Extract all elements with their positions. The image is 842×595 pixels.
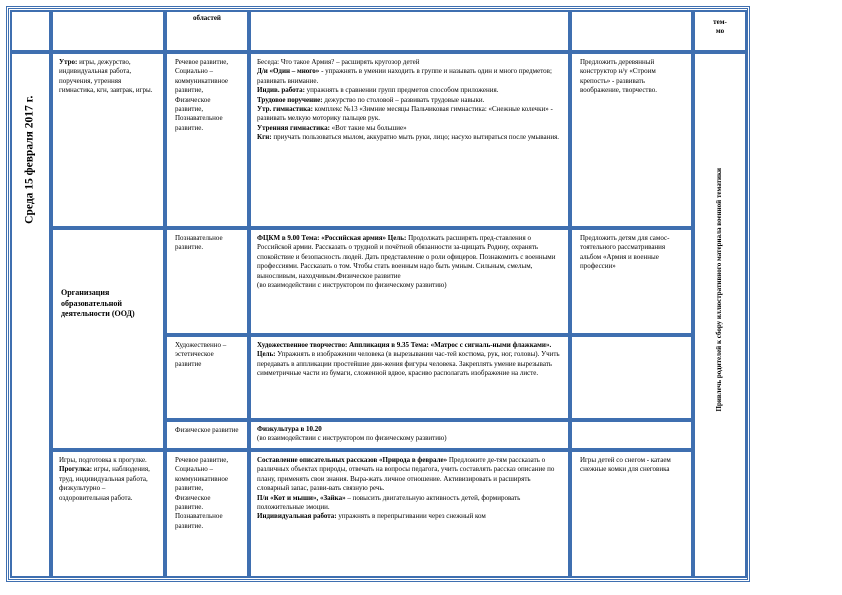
date-cell (10, 52, 51, 578)
header-cell-areas (165, 10, 249, 52)
row3-regime-text-2: игры, наблюдения, труд, индивидуальная работа, физкультурно – оздоровительная работа. (59, 465, 150, 502)
parents-cell (693, 52, 747, 578)
row2-sub1-activity-1: ФЦКМ в 9.00 Тема: «Российская армия» Цель: Продолжать расширять пред-ставления о Российской армии. Рассказать о трудной и почётной обязанности за-щищать Родину, охранять спокойствие и безопасность людей. Дать представление о роли офицеров. Познакомить с военными профессиями. Рассказать о том. Чтобы стать военным надо быть умным. Сильным, смелым, выносливым, находчивым.Физическое развитие (257, 234, 556, 280)
row2-sub2-activity-1: Художественное творчество: Аппликация в 9.35 Тема: «Матрос с сигналь-ными флажками». Цель: Упражнять в изображении человека (в вырезывании час-тей костюма, рук, ног, головы). Учить передавать в аппликации простейшие дви-жения фигуры человека. Закреплять умение вырезывать симметричные части из бумаги, сложенной вдвое, красиво располагать изображение на листе. (257, 341, 560, 378)
row2-sub3-activity-2: (во взаимодействии с инструктором по физическому развитию) (257, 434, 447, 443)
row3-areas-text: Речевое развитие, Социально – коммуникативное развитие, Физическое развитие. Познавательное развитие. (175, 456, 229, 530)
row2-sub1-environment-cell (570, 228, 693, 335)
row2-sub2-activities-cell (249, 335, 570, 420)
row1-areas-text: Речевое развитие, Социально – коммуникативное развитие, Физическое развитие, Познавательное развитие. (175, 58, 229, 132)
row1-activity-6: Утренняя гимнастика: «Вот такие мы большие» (257, 123, 407, 132)
header-cell-date (10, 10, 51, 52)
row1-activity-2: Д/и «Один – много» - упражнять в умении находить в группе и называть один и много предметов; развивать внимание. (257, 67, 552, 85)
row3-activity-1: Составление описательных рассказов «Природа в феврале» Предложите де-тям рассказать о различных объектах природы, отвечать на вопросы педагога, учить составлять рассказ описание по плану, применять свои знания. Выра-жать личное отношение. Активизировать и расширять словарный запас, разви-вать связную речь. (257, 456, 555, 493)
row1-activity-7: Кгн: приучать пользоваться мылом, аккуратно мыть руки, лицо; насухо вытираться после умывания. (257, 133, 560, 142)
row2-regime-title: Организация образовательной деятельности (ООД) (61, 288, 135, 319)
header-cell-regime (51, 10, 165, 52)
row1-regime-bold: Утро: (59, 58, 78, 66)
row1-activity-5: Утр. гимнастика: комплекс №13 «Зимние месяцы Пальчиковая гимнастика: «Снежные колечки» - развивать мелкую моторику пальцев рук. (257, 105, 553, 123)
row2-sub3-areas-cell (165, 420, 249, 450)
parents-label: Привлечь родителей к сбору иллюстративного материала военной тематики (715, 168, 724, 412)
row2-sub1-areas-text: Познавательное развитие. (175, 234, 223, 252)
row2-sub1-environment-text: Предложить детям для самос-тоятельного рассматривания альбом «Армия и военные профессии» (580, 234, 670, 271)
row3-areas-cell (165, 450, 249, 578)
row1-regime-text: игры, дежурство, индивидуальная работа, поручения, утренняя гимнастика, кгн, завтрак, игры. (59, 58, 153, 95)
header-cell-activities (249, 10, 570, 52)
row2-sub3-activities-cell (249, 420, 570, 450)
row1-environment-cell (570, 52, 693, 228)
row1-activity-1: Беседа: Что такое Армия? – расширять кругозор детей (257, 58, 420, 66)
row1-areas-cell (165, 52, 249, 228)
header-parents-label: тем- мо (713, 18, 727, 36)
row2-sub2-areas-text: Художественно – эстетическое развитие (175, 341, 227, 368)
row2-regime-cell (51, 228, 165, 450)
row1-activity-3: Индив. работа: упражнять в сравнении групп предметов способом приложения. (257, 86, 499, 95)
header-cell-parents (693, 10, 747, 52)
row3-environment-cell (570, 450, 693, 578)
row2-sub3-activity-1: Физкультура в 10.20 (257, 425, 322, 433)
header-areas-label: областей (193, 14, 221, 22)
date-label: Среда 15 февраля 2017 г. (23, 95, 36, 225)
row1-regime-cell (51, 52, 165, 228)
row2-sub1-areas-cell (165, 228, 249, 335)
row1-activity-4: Трудовое поручение: дежурство по столовой – развивать трудовые навыки. (257, 95, 485, 104)
row2-sub3-areas-text: Физическое развитие (175, 426, 239, 434)
row1-activities-cell (249, 52, 570, 228)
row2-sub1-activity-2: (во взаимодействии с инструктором по физическому развитию) (257, 281, 447, 290)
row3-regime-text-1: Игры, подготовка к прогулке. (59, 456, 147, 464)
row3-environment-text: Игры детей со снегом - катаем снежные комки для снеговика (580, 456, 671, 474)
row1-environment-text: Предложить деревянный конструктор н/у «Строим крепость» - развивать воображение, творчество. (580, 58, 657, 95)
row3-regime-cell (51, 450, 165, 578)
row2-sub2-areas-cell (165, 335, 249, 420)
row3-activity-2: П/и «Кот и мыши», «Зайка» – повысить двигательную активность детей, формировать положительные эмоции. (257, 493, 521, 512)
row2-sub1-activities-cell (249, 228, 570, 335)
row2-sub2-environment-cell (570, 335, 693, 420)
header-cell-environment (570, 10, 693, 52)
row3-regime-bold: Прогулка: (59, 465, 93, 474)
row2-sub3-environment-cell (570, 420, 693, 450)
row3-activities-cell (249, 450, 570, 578)
row3-activity-3: Индивидуальная работа: упражнять в перепрыгивании через снежный ком (257, 512, 486, 521)
